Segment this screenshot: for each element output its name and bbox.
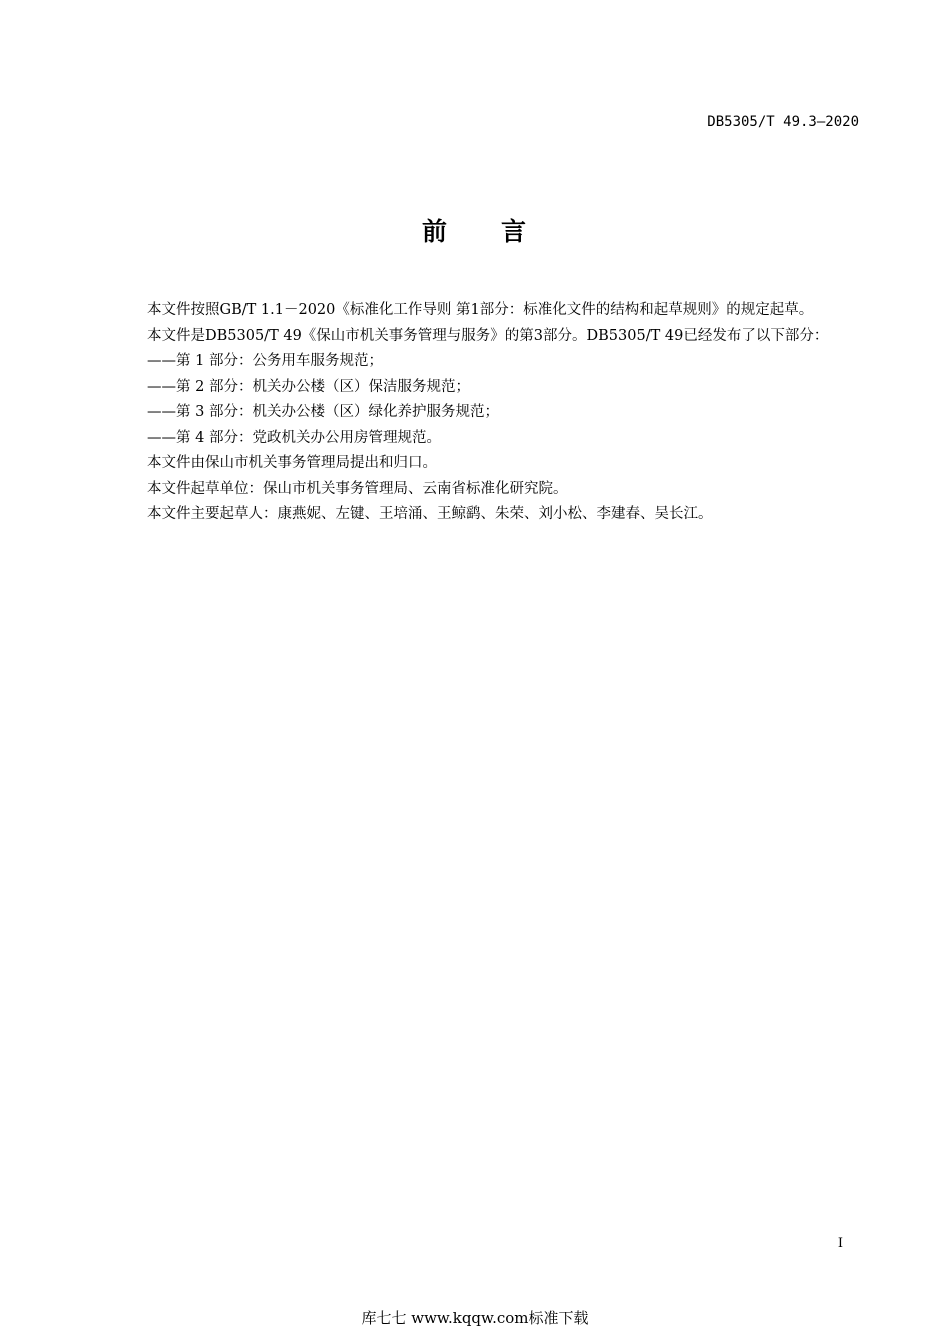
paragraph-series-intro: 本文件是DB5305/T 49《保山市机关事务管理与服务》的第3部分。DB5305/T 49已经发布了以下部分： [147,327,829,344]
paragraph-standard-basis: 本文件按照GB/T 1.1－2020《标准化工作导则 第1部分：标准化文件的结构和起草规则》的规定起草。 [147,302,814,318]
foreword-body [113,298,860,528]
list-item-part-2: ——第 2 部分：机关办公楼（区）保洁服务规范； [147,378,470,395]
title-char-left: 前 [421,217,449,246]
paragraph-proposer: 本文件由保山市机关事务管理局提出和归口。 [147,455,437,471]
document-code: DB5305/T 49.3—2020 [707,114,859,130]
list-item-part-4: ——第 4 部分：党政机关办公用房管理规范。 [147,429,441,446]
list-item-part-1: ——第 1 部分：公务用车服务规范； [147,353,383,369]
list-item-part-3: ——第 3 部分：机关办公楼（区）绿化养护服务规范； [147,404,499,420]
paragraph-drafting-units: 本文件起草单位：保山市机关事务管理局、云南省标准化研究院。 [147,480,568,497]
page-number: I [837,1236,843,1251]
page-title [0,212,950,248]
footer-watermark: 库七七 www.kqqw.com标准下载 [361,1309,589,1327]
title-char-right: 言 [501,217,529,246]
paragraph-drafters: 本文件主要起草人：康燕妮、左键、王培涌、王鲸鹞、朱荣、刘小松、李建春、吴长江。 [147,506,713,522]
